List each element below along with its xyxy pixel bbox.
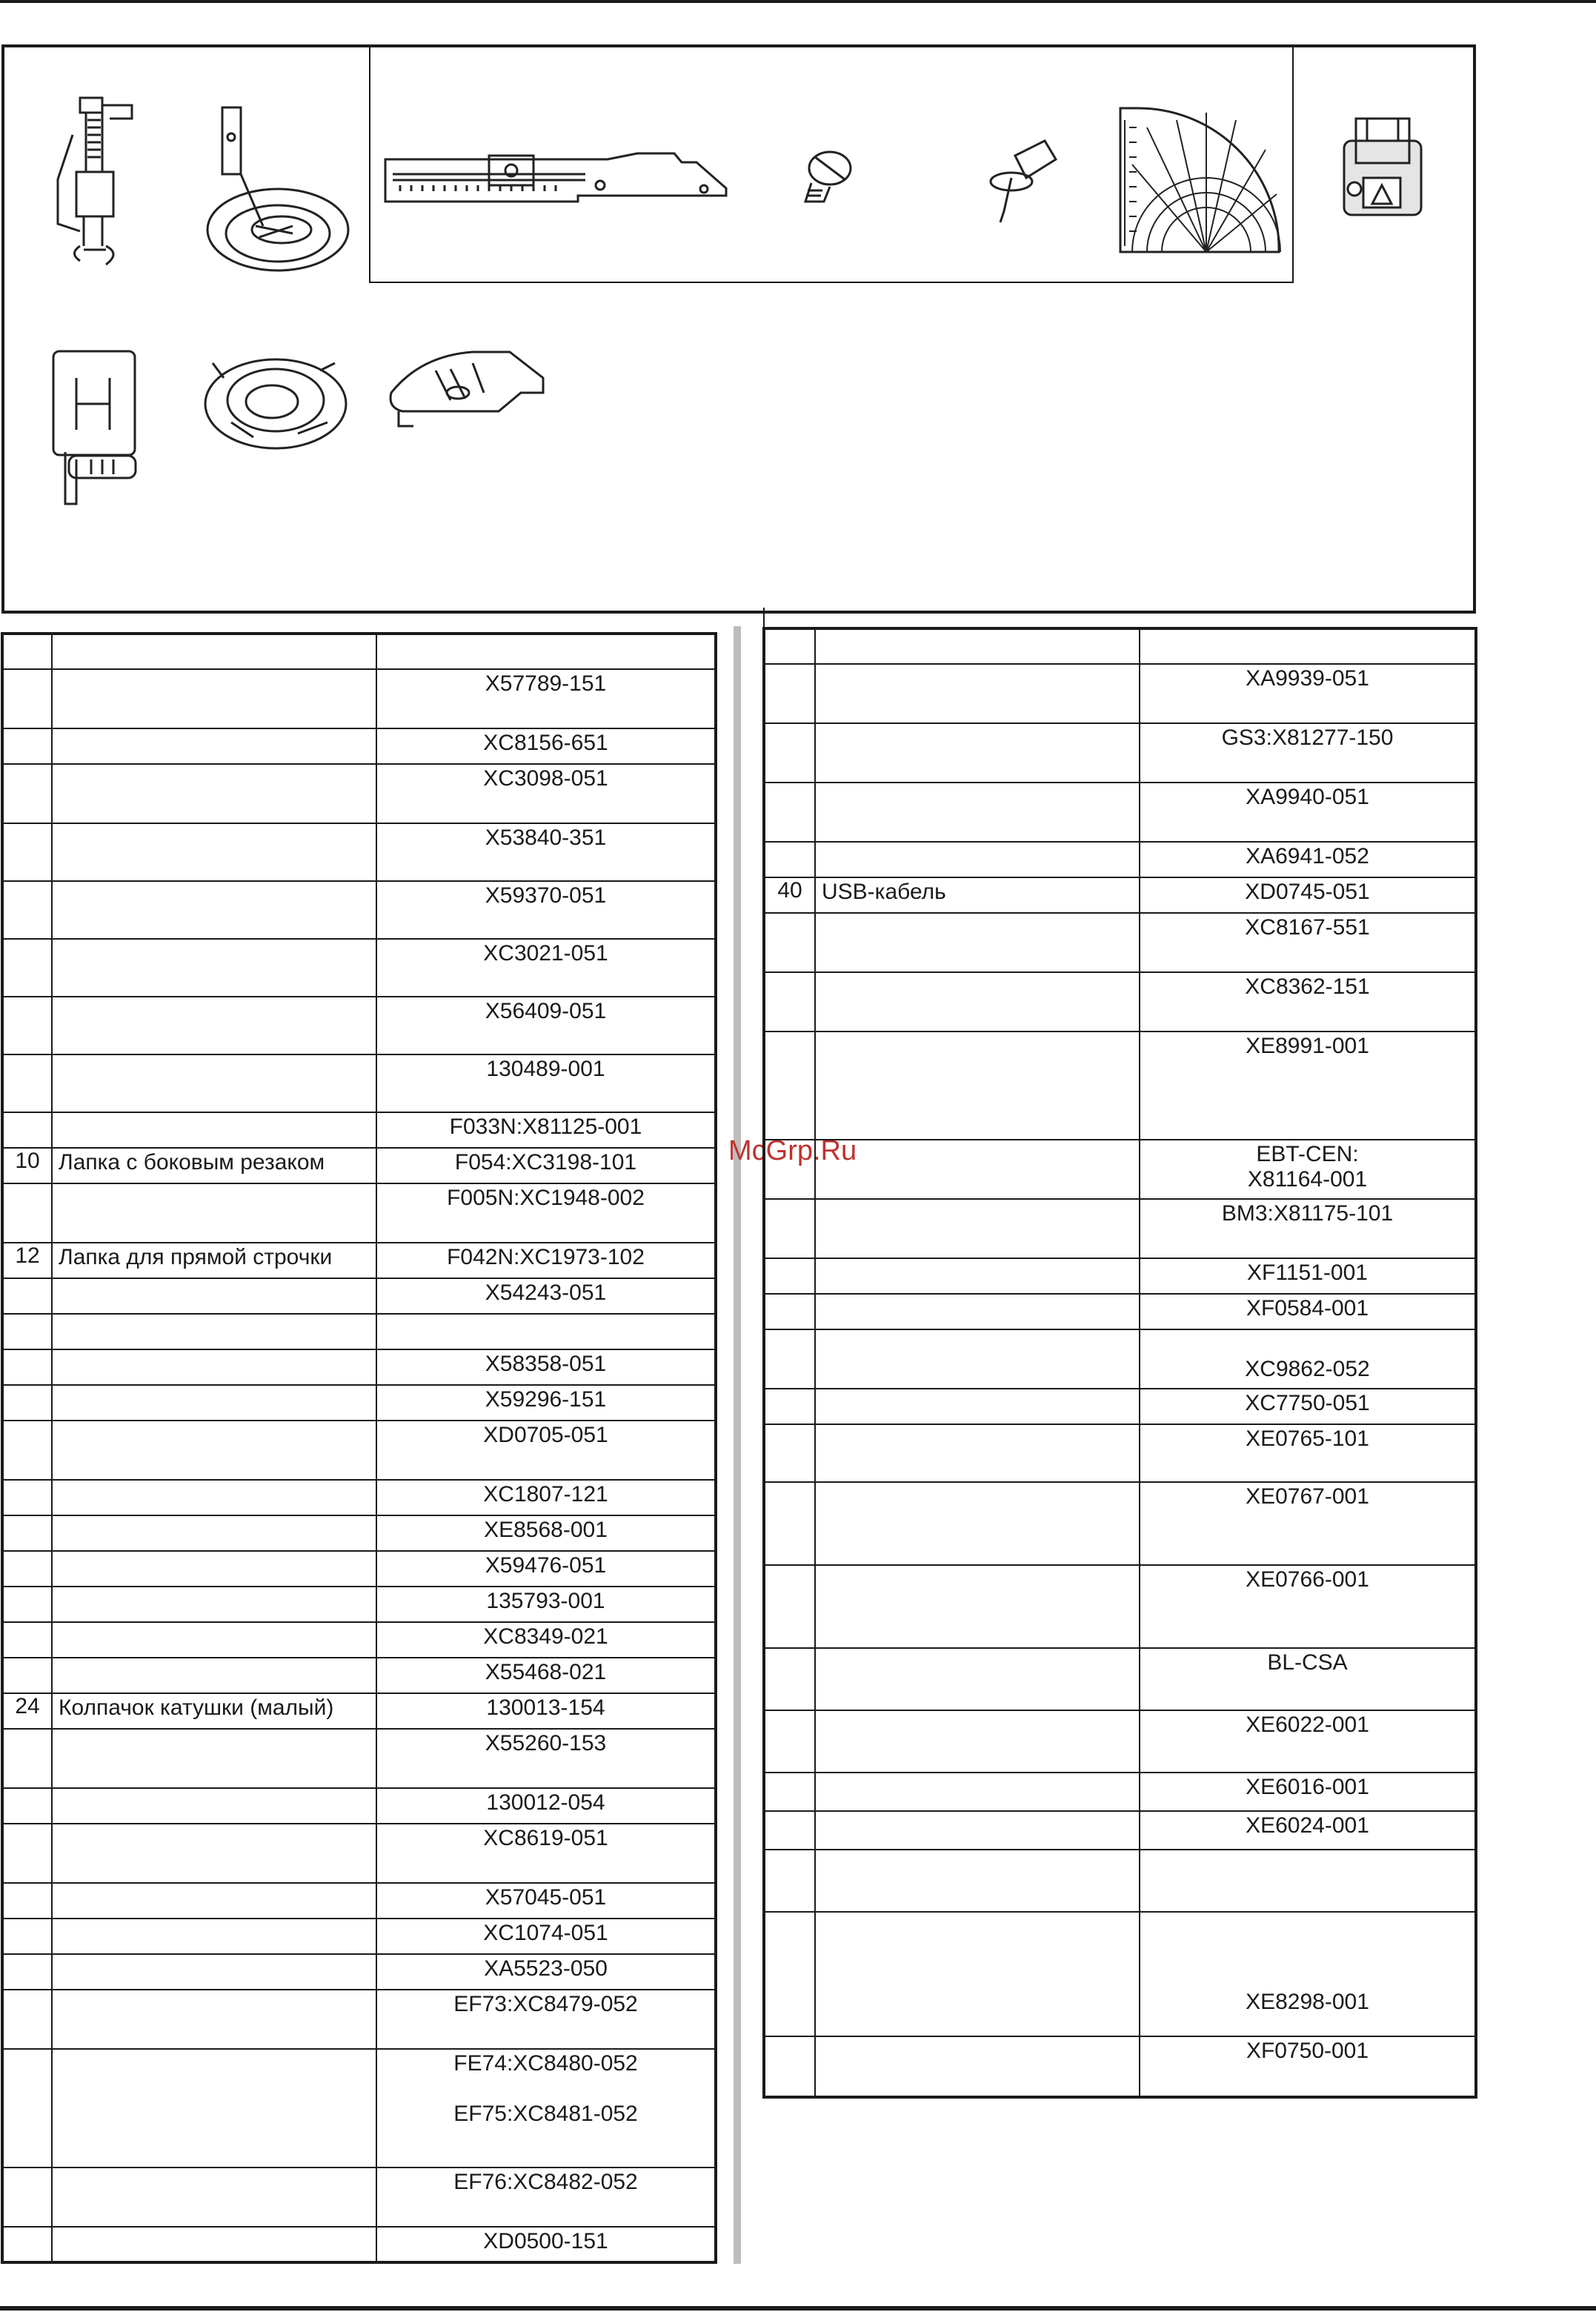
table-row xyxy=(2,1954,716,1990)
part-name xyxy=(815,1199,1140,1258)
row-number xyxy=(2,2168,52,2227)
table-row xyxy=(764,1565,1476,1648)
part-name xyxy=(815,913,1140,972)
screw-icon xyxy=(797,142,871,216)
part-code: GS3:X81277-150 xyxy=(1140,723,1476,783)
part-code: X55468-021 xyxy=(376,1658,716,1693)
part-code: X54243-051 xyxy=(376,1278,716,1314)
row-number xyxy=(764,628,815,664)
row-number xyxy=(2,1421,52,1480)
part-name xyxy=(52,1054,376,1112)
row-number xyxy=(2,1551,52,1587)
part-name xyxy=(815,1294,1140,1329)
part-name xyxy=(52,881,376,939)
part-name xyxy=(52,1824,376,1883)
part-name xyxy=(815,1424,1140,1482)
table-row xyxy=(2,2168,716,2227)
part-code: XA9940-051 xyxy=(1140,783,1476,842)
part-name xyxy=(52,1551,376,1587)
table-row xyxy=(764,1912,1476,2036)
part-code: F042N:XC1973-102 xyxy=(376,1243,716,1278)
table-row xyxy=(2,764,716,823)
part-code: XE8991-001 xyxy=(1140,1032,1476,1140)
table-row xyxy=(2,1587,716,1622)
table-row xyxy=(764,1258,1476,1294)
part-code: XC9862-052 xyxy=(1140,1329,1476,1389)
table-row xyxy=(2,1824,716,1883)
table-row xyxy=(2,1480,716,1515)
table-row xyxy=(2,823,716,881)
row-number xyxy=(764,972,815,1032)
row-number xyxy=(2,2049,52,2168)
row-number xyxy=(2,1824,52,1883)
part-name xyxy=(52,2168,376,2227)
part-name: USB-кабель xyxy=(815,877,1140,913)
part-name xyxy=(52,1658,376,1693)
part-name xyxy=(52,1385,376,1421)
table-row xyxy=(764,1199,1476,1258)
row-number xyxy=(2,669,52,728)
row-number xyxy=(764,664,815,723)
table-row xyxy=(2,1243,716,1278)
row-number xyxy=(2,1587,52,1622)
table-row xyxy=(764,1140,1476,1199)
part-name xyxy=(52,2227,376,2262)
row-number: 40 xyxy=(764,877,815,913)
pivot-pin-icon xyxy=(971,133,1067,230)
part-name xyxy=(815,1811,1140,1850)
part-name xyxy=(52,669,376,728)
table-row xyxy=(2,1112,716,1148)
part-name xyxy=(52,1314,376,1349)
part-code: XD0745-051 xyxy=(1140,877,1476,913)
table-row xyxy=(2,997,716,1054)
row-number: 12 xyxy=(2,1243,52,1278)
table-row xyxy=(2,634,716,669)
part-name xyxy=(52,1788,376,1824)
straight-stitch-foot-icon xyxy=(50,348,139,511)
part-name: Лапка для прямой строчки xyxy=(52,1243,376,1278)
part-code: X59476-051 xyxy=(376,1551,716,1587)
part-code: X59370-051 xyxy=(376,881,716,939)
part-name: Лапка с боковым резаком xyxy=(52,1148,376,1183)
row-number xyxy=(2,1990,52,2049)
row-number xyxy=(764,1199,815,1258)
table-row xyxy=(2,1551,716,1587)
part-code: 130013-154 xyxy=(376,1693,716,1729)
row-number xyxy=(764,1329,815,1389)
row-number xyxy=(2,1112,52,1148)
table-row xyxy=(764,1482,1476,1565)
part-code: F033N:X81125-001 xyxy=(376,1112,716,1148)
parts-table-right xyxy=(762,627,1477,2099)
part-name xyxy=(815,1565,1140,1648)
row-number xyxy=(2,1349,52,1385)
part-name xyxy=(815,1912,1140,2036)
part-code: X57789-151 xyxy=(376,669,716,728)
row-number xyxy=(764,1424,815,1482)
part-name xyxy=(815,972,1140,1032)
table-row xyxy=(2,1515,716,1551)
part-name xyxy=(52,1349,376,1385)
row-number: 10 xyxy=(2,1148,52,1183)
part-code: XE6022-001 xyxy=(1140,1710,1476,1773)
table-row xyxy=(2,2227,716,2262)
table-row xyxy=(2,1054,716,1112)
part-name xyxy=(815,1850,1140,1912)
part-name xyxy=(815,2036,1140,2097)
row-number xyxy=(764,783,815,842)
monogram-foot-icon xyxy=(1341,111,1424,222)
part-name xyxy=(52,1954,376,1990)
part-name xyxy=(815,664,1140,723)
table-row xyxy=(2,1622,716,1658)
part-code: XC3098-051 xyxy=(376,764,716,823)
part-code: XE6016-001 xyxy=(1140,1773,1476,1811)
part-code: XC8156-651 xyxy=(376,728,716,764)
table-row xyxy=(2,1658,716,1693)
part-code: XF0750-001 xyxy=(1140,2036,1476,2097)
circular-attachment-icon xyxy=(378,144,734,211)
part-code: FE74:XC8480-052 EF75:XC8481-052 xyxy=(376,2049,716,2168)
row-number xyxy=(764,1850,815,1912)
row-number xyxy=(2,764,52,823)
row-number xyxy=(764,1032,815,1140)
row-number: 24 xyxy=(2,1693,52,1729)
row-number xyxy=(2,939,52,997)
part-name xyxy=(52,634,376,669)
table-row xyxy=(2,1788,716,1824)
part-code: X59296-151 xyxy=(376,1385,716,1421)
table-row xyxy=(2,1385,716,1421)
bottom-rule xyxy=(0,2306,1596,2311)
row-number xyxy=(764,1294,815,1329)
row-number xyxy=(764,1773,815,1811)
table-row xyxy=(2,1148,716,1183)
row-number xyxy=(764,2036,815,2097)
table-row xyxy=(764,628,1476,664)
row-number xyxy=(2,881,52,939)
part-name xyxy=(815,842,1140,877)
part-name xyxy=(815,783,1140,842)
part-code: EF76:XC8482-052 xyxy=(376,2168,716,2227)
part-name xyxy=(52,1622,376,1658)
separator-tick xyxy=(763,608,765,628)
part-name xyxy=(815,1710,1140,1773)
part-name xyxy=(52,2049,376,2168)
part-name: Колпачок катушки (малый) xyxy=(52,1693,376,1729)
walking-foot-icon xyxy=(50,90,139,276)
part-name xyxy=(52,1919,376,1954)
part-code: F005N:XC1948-002 xyxy=(376,1183,716,1243)
part-code: BL-CSA xyxy=(1140,1648,1476,1710)
table-row xyxy=(764,1850,1476,1912)
row-number xyxy=(764,842,815,877)
table-row xyxy=(2,939,716,997)
table-row xyxy=(2,1314,716,1349)
part-name xyxy=(52,1990,376,2049)
row-number xyxy=(2,2227,52,2262)
part-name xyxy=(52,1883,376,1919)
part-code: F054:XC3198-101 xyxy=(376,1148,716,1183)
part-code: X55260-153 xyxy=(376,1729,716,1788)
row-number xyxy=(2,1788,52,1824)
table-row xyxy=(2,1729,716,1788)
part-code: XE0767-001 xyxy=(1140,1482,1476,1565)
needle-plate-icon xyxy=(376,348,548,445)
part-name xyxy=(52,1587,376,1622)
row-number xyxy=(2,1054,52,1112)
parts-table-left xyxy=(1,632,717,2264)
table-row xyxy=(764,664,1476,723)
row-number xyxy=(764,723,815,783)
table-row xyxy=(2,1278,716,1314)
part-name xyxy=(815,1329,1140,1389)
top-rule xyxy=(0,0,1596,3)
table-row xyxy=(2,1883,716,1919)
part-name xyxy=(52,1421,376,1480)
part-code: XA5523-050 xyxy=(376,1954,716,1990)
table-row xyxy=(764,913,1476,972)
part-code: XC7750-051 xyxy=(1140,1389,1476,1424)
row-number xyxy=(764,1482,815,1565)
table-row xyxy=(764,1773,1476,1811)
part-name xyxy=(52,1480,376,1515)
table-row xyxy=(2,1349,716,1385)
table-row xyxy=(764,783,1476,842)
column-separator xyxy=(734,626,741,2264)
bobbin-case-icon xyxy=(202,348,353,452)
darning-foot-icon xyxy=(200,100,356,285)
part-name xyxy=(52,823,376,881)
table-row xyxy=(764,723,1476,783)
row-number xyxy=(764,1710,815,1773)
part-name xyxy=(815,1648,1140,1710)
table-row xyxy=(2,1693,716,1729)
part-code: XD0500-151 xyxy=(376,2227,716,2262)
part-code xyxy=(1140,1850,1476,1912)
part-code: XC1074-051 xyxy=(376,1919,716,1954)
table-row xyxy=(2,1919,716,1954)
part-code: XC8362-151 xyxy=(1140,972,1476,1032)
part-code: X58358-051 xyxy=(376,1349,716,1385)
table-row xyxy=(764,1032,1476,1140)
table-row xyxy=(2,669,716,728)
part-name xyxy=(815,1140,1140,1199)
part-name xyxy=(815,723,1140,783)
table-row xyxy=(764,1710,1476,1773)
watermark: McGrp.Ru xyxy=(728,1135,857,1166)
part-code: X57045-051 xyxy=(376,1883,716,1919)
part-code: 135793-001 xyxy=(376,1587,716,1622)
part-code: EBT-CEN: X81164-001 xyxy=(1140,1140,1476,1199)
part-code: XE0766-001 xyxy=(1140,1565,1476,1648)
part-name xyxy=(52,1112,376,1148)
part-code: XC1807-121 xyxy=(376,1480,716,1515)
part-code: XE8298-001 xyxy=(1140,1912,1476,2036)
part-code: XE8568-001 xyxy=(376,1515,716,1551)
part-code: XE0765-101 xyxy=(1140,1424,1476,1482)
row-number xyxy=(2,1314,52,1349)
part-code: XF0584-001 xyxy=(1140,1294,1476,1329)
table-row xyxy=(764,1389,1476,1424)
table-row xyxy=(764,1294,1476,1329)
row-number xyxy=(2,1954,52,1990)
table-row xyxy=(2,1990,716,2049)
row-number xyxy=(2,1183,52,1243)
table-row xyxy=(764,972,1476,1032)
row-number xyxy=(764,1140,815,1199)
part-code: X56409-051 xyxy=(376,997,716,1054)
table-row xyxy=(764,1811,1476,1850)
part-name xyxy=(52,764,376,823)
part-code: X53840-351 xyxy=(376,823,716,881)
table-row xyxy=(2,728,716,764)
part-code xyxy=(1140,628,1476,664)
part-name xyxy=(52,997,376,1054)
row-number xyxy=(764,1565,815,1648)
part-name xyxy=(52,728,376,764)
part-name xyxy=(815,628,1140,664)
part-name xyxy=(815,1482,1140,1565)
table-row xyxy=(764,877,1476,913)
part-code: XC8349-021 xyxy=(376,1622,716,1658)
part-code: EF73:XC8479-052 xyxy=(376,1990,716,2049)
part-code: XA6941-052 xyxy=(1140,842,1476,877)
row-number xyxy=(2,997,52,1054)
table-row xyxy=(764,1329,1476,1389)
part-code xyxy=(376,1314,716,1349)
part-name xyxy=(815,1258,1140,1294)
part-code: BM3:X81175-101 xyxy=(1140,1199,1476,1258)
part-code: XA9939-051 xyxy=(1140,664,1476,723)
part-name xyxy=(52,1183,376,1243)
row-number xyxy=(2,1480,52,1515)
table-row xyxy=(2,881,716,939)
table-row xyxy=(2,2049,716,2168)
table-row xyxy=(764,1648,1476,1710)
row-number xyxy=(2,1278,52,1314)
part-code: 130489-001 xyxy=(376,1054,716,1112)
table-row xyxy=(2,1421,716,1480)
part-code: XF1151-001 xyxy=(1140,1258,1476,1294)
part-code xyxy=(376,634,716,669)
table-row xyxy=(764,1424,1476,1482)
table-row xyxy=(2,1183,716,1243)
row-number xyxy=(764,1811,815,1850)
row-number xyxy=(2,1385,52,1421)
part-code: XC3021-051 xyxy=(376,939,716,997)
row-number xyxy=(2,1622,52,1658)
part-code: XE6024-001 xyxy=(1140,1811,1476,1850)
part-name xyxy=(52,1729,376,1788)
row-number xyxy=(2,1919,52,1954)
part-name xyxy=(52,1515,376,1551)
row-number xyxy=(2,728,52,764)
part-name xyxy=(52,939,376,997)
row-number xyxy=(764,1648,815,1710)
part-code: XC8167-551 xyxy=(1140,913,1476,972)
table-row xyxy=(764,2036,1476,2097)
part-name xyxy=(815,1389,1140,1424)
row-number xyxy=(764,1912,815,2036)
row-number xyxy=(2,1515,52,1551)
protractor-scale-icon xyxy=(1117,105,1282,253)
part-name xyxy=(815,1032,1140,1140)
row-number xyxy=(2,634,52,669)
part-code: XD0705-051 xyxy=(376,1421,716,1480)
row-number xyxy=(2,1883,52,1919)
row-number xyxy=(764,1258,815,1294)
row-number xyxy=(764,913,815,972)
part-name xyxy=(815,1773,1140,1811)
part-code: 130012-054 xyxy=(376,1788,716,1824)
row-number xyxy=(2,823,52,881)
row-number xyxy=(764,1389,815,1424)
part-code: XC8619-051 xyxy=(376,1824,716,1883)
row-number xyxy=(2,1658,52,1693)
row-number xyxy=(2,1729,52,1788)
table-row xyxy=(764,842,1476,877)
part-name xyxy=(52,1278,376,1314)
